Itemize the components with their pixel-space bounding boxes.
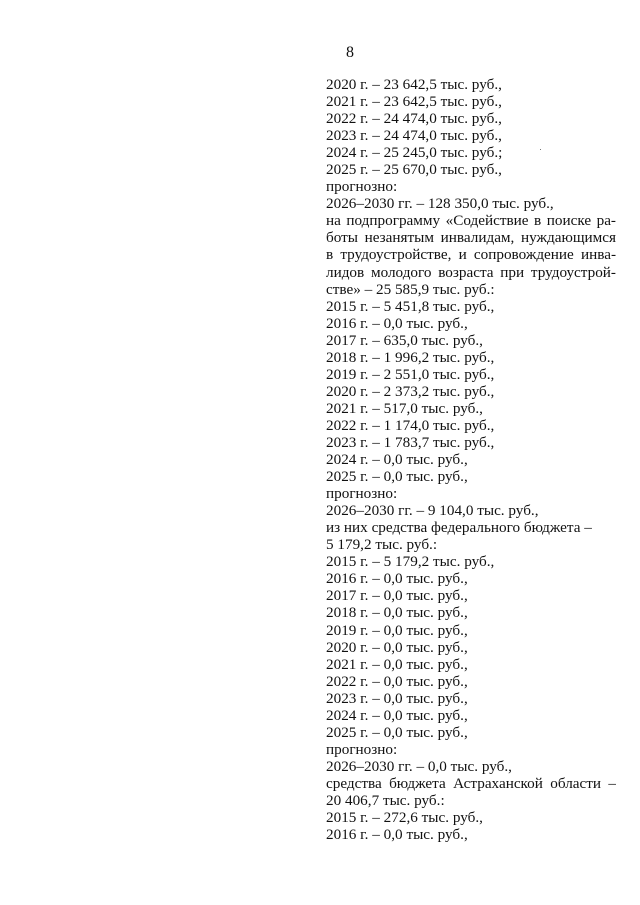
- document-line: 2015 г. – 272,6 тыс. руб.,: [326, 809, 483, 827]
- document-line: прогнозно:: [326, 740, 398, 758]
- document-line: 2022 г. – 0,0 тыс. руб.,: [326, 672, 468, 690]
- document-line: 2018 г. – 1 996,2 тыс. руб.,: [326, 348, 495, 366]
- document-line: 2019 г. – 2 551,0 тыс. руб.,: [326, 365, 495, 383]
- document-line: 2022 г. – 1 174,0 тыс. руб.,: [326, 416, 495, 434]
- document-line: 2023 г. – 1 783,7 тыс. руб.,: [326, 433, 495, 451]
- document-line: 2022 г. – 24 474,0 тыс. руб.,: [326, 110, 502, 128]
- document-line: 2017 г. – 0,0 тыс. руб.,: [326, 587, 468, 605]
- document-line: средства бюджета Астраханской области –: [326, 774, 616, 792]
- document-line: 2024 г. – 25 245,0 тыс. руб.;: [326, 144, 503, 162]
- document-line: 2017 г. – 635,0 тыс. руб.,: [326, 331, 483, 349]
- document-line: на подпрограмму «Содействие в поиске ра-: [326, 212, 616, 230]
- document-line: стве» – 25 585,9 тыс. руб.:: [326, 280, 495, 298]
- document-line: 2020 г. – 2 373,2 тыс. руб.,: [326, 382, 495, 400]
- document-line: 2016 г. – 0,0 тыс. руб.,: [326, 570, 468, 588]
- document-line: боты незанятым инвалидам, нуждающимся: [326, 229, 616, 247]
- document-line: 20 406,7 тыс. руб.:: [326, 791, 445, 809]
- document-line: 2016 г. – 0,0 тыс. руб.,: [326, 826, 468, 844]
- document-line: 2021 г. – 23 642,5 тыс. руб.,: [326, 93, 502, 111]
- document-line: 2015 г. – 5 179,2 тыс. руб.,: [326, 553, 495, 571]
- document-line: лидов молодого возраста при трудоустрой-: [326, 263, 616, 281]
- document-line: 2025 г. – 25 670,0 тыс. руб.,: [326, 161, 502, 179]
- page-number: 8: [346, 44, 354, 61]
- document-body: [326, 76, 616, 843]
- document-line: из них средства федерального бюджета –: [326, 519, 592, 537]
- document-line: 2018 г. – 0,0 тыс. руб.,: [326, 604, 468, 622]
- document-line: прогнозно:: [326, 178, 398, 196]
- document-line: 5 179,2 тыс. руб.:: [326, 536, 438, 554]
- document-line: 2020 г. – 23 642,5 тыс. руб.,: [326, 76, 502, 93]
- document-line: прогнозно:: [326, 485, 398, 503]
- document-line: 2024 г. – 0,0 тыс. руб.,: [326, 706, 468, 724]
- document-line: 2019 г. – 0,0 тыс. руб.,: [326, 621, 468, 639]
- document-line: 2015 г. – 5 451,8 тыс. руб.,: [326, 297, 495, 315]
- document-line: 2021 г. – 0,0 тыс. руб.,: [326, 655, 468, 673]
- document-line: 2020 г. – 0,0 тыс. руб.,: [326, 638, 468, 656]
- document-line: 2025 г. – 0,0 тыс. руб.,: [326, 723, 468, 741]
- document-line: 2024 г. – 0,0 тыс. руб.,: [326, 451, 468, 469]
- document-line: в трудоустройстве, и сопровождение инва-: [326, 246, 616, 264]
- document-line: 2021 г. – 517,0 тыс. руб.,: [326, 399, 483, 417]
- document-line: 2026–2030 гг. – 0,0 тыс. руб.,: [326, 757, 512, 775]
- document-line: 2026–2030 гг. – 128 350,0 тыс. руб.,: [326, 195, 554, 213]
- document-line: 2023 г. – 0,0 тыс. руб.,: [326, 689, 468, 707]
- document-line: 2026–2030 гг. – 9 104,0 тыс. руб.,: [326, 502, 539, 520]
- document-line: 2016 г. – 0,0 тыс. руб.,: [326, 314, 468, 332]
- document-line: 2025 г. – 0,0 тыс. руб.,: [326, 468, 468, 486]
- document-line: 2023 г. – 24 474,0 тыс. руб.,: [326, 127, 502, 145]
